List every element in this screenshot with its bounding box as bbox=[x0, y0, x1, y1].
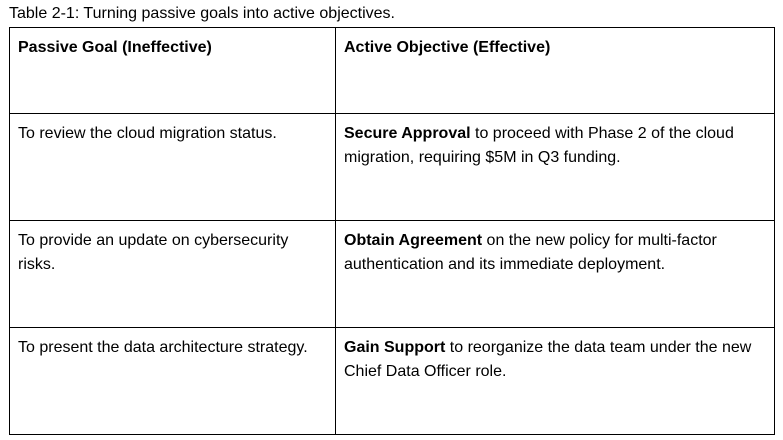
header-passive-goal: Passive Goal (Ineffective) bbox=[10, 28, 336, 114]
objective-text: to proceed with Phase 2 of the cloud migration, requiring $5M in Q3 funding. bbox=[344, 125, 734, 166]
table-row bbox=[10, 221, 775, 328]
objective-keyword: Gain Support bbox=[344, 339, 446, 356]
table-row bbox=[10, 114, 775, 221]
objective-keyword: Obtain Agreement bbox=[344, 232, 483, 249]
active-objective-cell bbox=[336, 114, 775, 221]
objective-text: on the new policy for multi-factor authentication and its immediate deployment. bbox=[344, 232, 717, 273]
passive-goal-cell: To present the data architecture strategy. bbox=[10, 328, 336, 435]
objective-keyword: Secure Approval bbox=[344, 125, 471, 142]
goals-objectives-table bbox=[9, 27, 775, 435]
objective-text: to reorganize the data team under the new Chief Data Officer role. bbox=[344, 339, 752, 380]
passive-goal-cell: To provide an update on cybersecurity risks. bbox=[10, 221, 336, 328]
table-caption: Table 2-1: Turning passive goals into active objectives. bbox=[9, 5, 395, 22]
active-objective-cell bbox=[336, 328, 775, 435]
passive-goal-cell: To review the cloud migration status. bbox=[10, 114, 336, 221]
active-objective-cell bbox=[336, 221, 775, 328]
table-row bbox=[10, 328, 775, 435]
table-header-row bbox=[10, 28, 775, 114]
header-active-objective: Active Objective (Effective) bbox=[336, 28, 775, 114]
